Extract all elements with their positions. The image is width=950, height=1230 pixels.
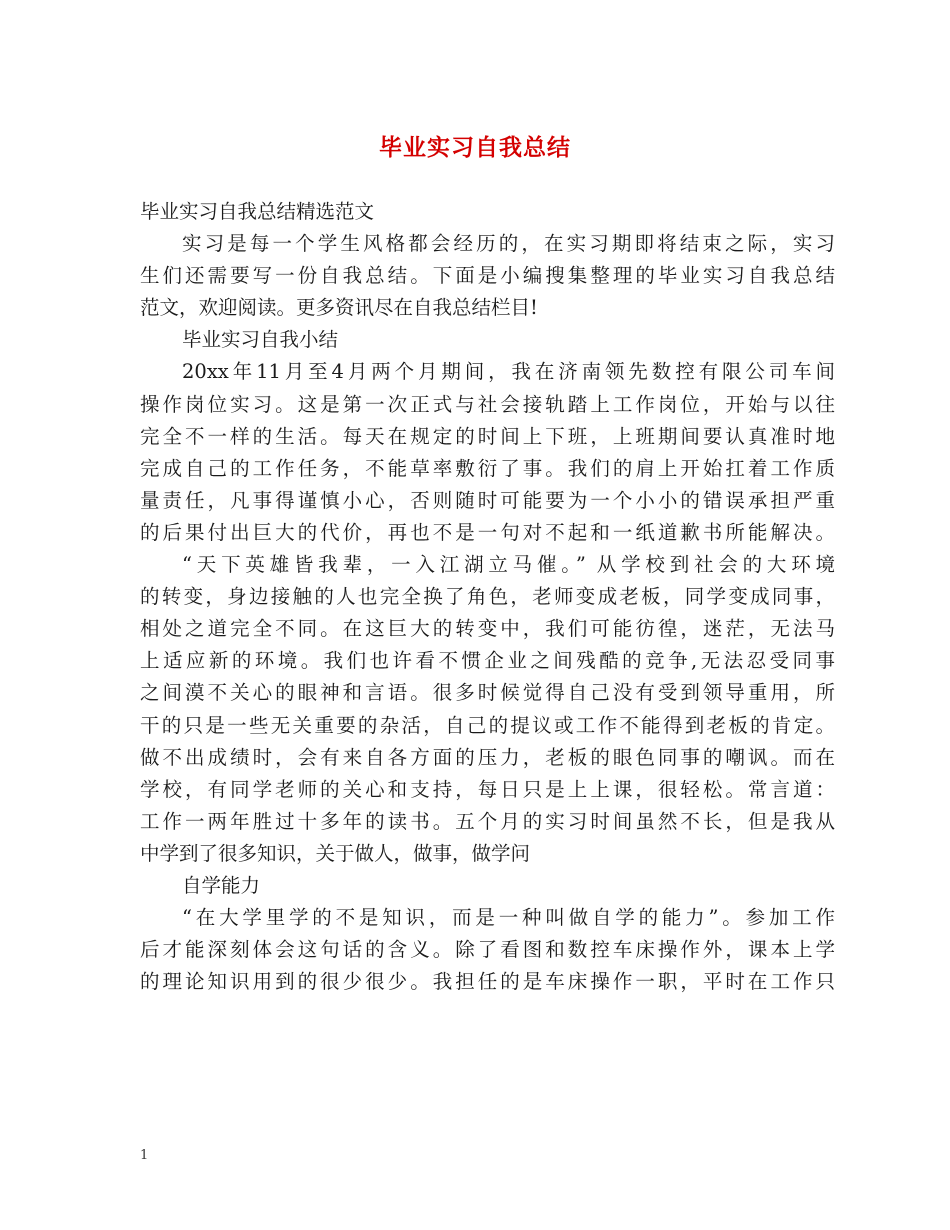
paragraph-line: 上适应新的环境。我们也许看不惯企业之间残酷的竞争,无法忍受同事 (140, 649, 835, 673)
paragraph-line: 做不出成绩时，会有来自各方面的压力，老板的眼色同事的嘲讽。而在 (140, 745, 835, 769)
page-number: 1 (140, 1148, 149, 1163)
paragraph-line: 的转变，身边接触的人也完全换了角色，老师变成老板，同学变成同事， (140, 585, 835, 609)
paragraph-line: 中学到了很多知识，关于做人，做事，做学问 (140, 841, 531, 865)
paragraph-line: 完成自己的工作任务，不能草率敷衍了事。我们的肩上开始扛着工作质 (140, 456, 835, 480)
paragraph-line: 生们还需要写一份自我总结。下面是小编搜集整理的毕业实习自我总结 (140, 264, 835, 288)
document-body (140, 196, 835, 998)
paragraph-line: 之间漠不关心的眼神和言语。很多时候觉得自己没有受到领导重用，所 (140, 681, 835, 705)
paragraph-line: 完全不一样的生活。每天在规定的时间上下班，上班期间要认真准时地 (140, 424, 835, 448)
paragraph-line: 20xx年11月至4月两个月期间，我在济南领先数控有限公司车间 (182, 360, 835, 384)
paragraph-line: 工作一两年胜过十多年的读书。五个月的实习时间虽然不长，但是我从 (140, 809, 835, 833)
paragraph-line: 的理论知识用到的很少很少。我担任的是车床操作一职，平时在工作只 (140, 970, 835, 994)
subtitle: 毕业实习自我总结精选范文 (140, 200, 375, 223)
paragraph-line: 范文，欢迎阅读。更多资讯尽在自我总结栏目! (140, 296, 538, 320)
paragraph-line: 后才能深刻体会这句话的含义。除了看图和数控车床操作外，课本上学 (140, 938, 835, 962)
paragraph-line: 学校，有同学老师的关心和支持，每日只是上上课，很轻松。常言道： (140, 777, 835, 801)
paragraph-line: 量责任，凡事得谨慎小心，否则随时可能要为一个小小的错误承担严重 (140, 488, 835, 512)
paragraph-line: 操作岗位实习。这是第一次正式与社会接轨踏上工作岗位，开始与以往 (140, 392, 835, 416)
paragraph-line: 相处之道完全不同。在这巨大的转变中，我们可能彷徨，迷茫，无法马 (140, 617, 835, 641)
section-heading: 自学能力 (182, 873, 261, 897)
paragraph-line: 实习是每一个学生风格都会经历的，在实习期即将结束之际，实习 (182, 232, 835, 256)
section-heading: 毕业实习自我小结 (182, 328, 339, 352)
paragraph-line: “在大学里学的不是知识，而是一种叫做自学的能力”。参加工作 (182, 906, 835, 930)
document-title: 毕业实习自我总结 (379, 134, 571, 161)
paragraph-line: 的后果付出巨大的代价，再也不是一句对不起和一纸道歉书所能解决。 (140, 520, 835, 544)
paragraph-line: 干的只是一些无关重要的杂活，自己的提议或工作不能得到老板的肯定。 (140, 713, 835, 737)
paragraph-line: “天下英雄皆我辈，一入江湖立马催。” 从学校到社会的大环境 (182, 553, 835, 577)
